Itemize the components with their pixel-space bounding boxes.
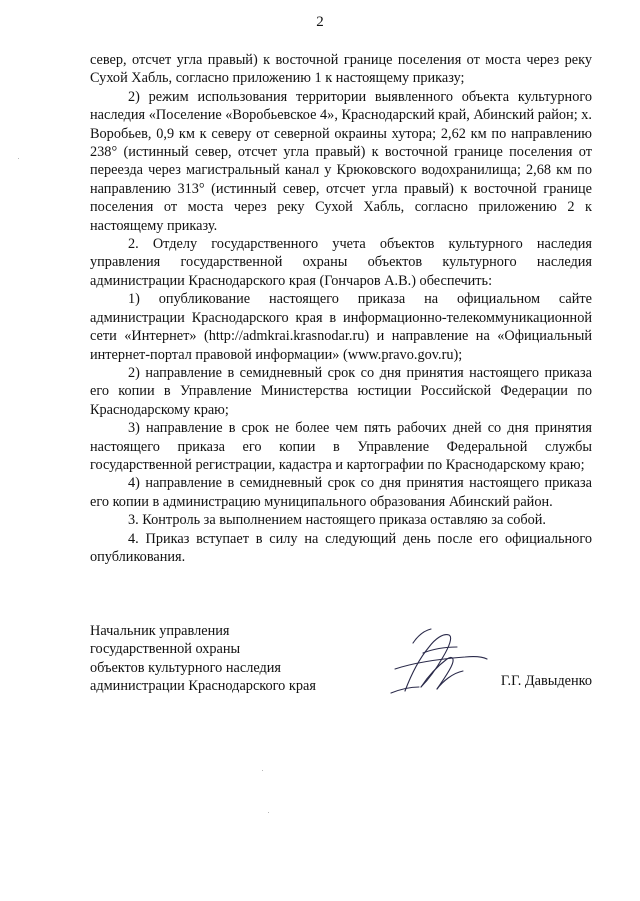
paragraph-subitem-3: 3) направление в срок не более чем пять рабочих дней со дня принятия настоящего приказа его копии в Управление Федеральной службы государственной регистрации, кадастра и картографии по Краснодарскому краю; bbox=[90, 420, 592, 473]
scan-artifact bbox=[262, 770, 263, 771]
signatory-title-line: администрации Краснодарского края bbox=[90, 678, 316, 695]
page-number: 2 bbox=[316, 14, 324, 30]
scan-artifact bbox=[18, 158, 19, 159]
paragraph-item-2: 2) режим использования территории выявленного объекта культурного наследия «Поселение «Воробьевское 4», Краснодарский край, Абинский район; х. Воробьев, 0,9 км к северу от северной окраины хутора; 2,62 км по направлению 238° (истинный север, отсчет угла правый) к восточной границе поселения от переезда через магистральный канал у Крюковского водохранилища; 2,68 км по направлению 313° (истинный север, отсчет угла правый) к восточной границе поселения от моста через реку Сухой Хабль, согласно приложению 2 к настоящему приказу. bbox=[90, 88, 592, 234]
scan-artifact bbox=[268, 812, 269, 813]
signatory-title-line: государственной охраны bbox=[90, 641, 241, 658]
signer-name: Г.Г. Давыденко bbox=[500, 673, 592, 689]
paragraph-section-4: 4. Приказ вступает в силу на следующий день после его официального опубликования. bbox=[90, 530, 592, 565]
handwritten-signature bbox=[383, 623, 493, 703]
paragraph-subitem-1: 1) опубликование настоящего приказа на официальном сайте администрации Краснодарского края в информационно-телекоммуникационной сети «Интернет» (http://admkrai.krasnodar.ru) и направление на «Официальный интернет-портал правовой информации» (www.pravo.gov.ru); bbox=[90, 291, 592, 363]
signatory-title-line: объектов культурного наследия bbox=[90, 659, 281, 676]
document-body bbox=[90, 51, 592, 566]
paragraph-section-3: 3. Контроль за выполнением настоящего приказа оставляю за собой. bbox=[128, 512, 547, 529]
paragraph-subitem-2: 2) направление в семидневный срок со дня принятия настоящего приказа его копии в Управление Министерства юстиции Российской Федерации по Краснодарскому краю; bbox=[90, 364, 592, 418]
paragraph-subitem-4: 4) направление в семидневный срок со дня принятия настоящего приказа его копии в администрацию муниципального образования Абинский район. bbox=[90, 475, 592, 510]
paragraph-continuation: север, отсчет угла правый) к восточной границе поселения от моста через реку Сухой Хабль, согласно приложению 1 к настоящему приказу; bbox=[90, 52, 592, 87]
paragraph-section-2: 2. Отделу государственного учета объектов культурного наследия управления государственной охраны объектов культурного наследия администрации Краснодарского края (Гончаров А.В.) обеспечить: bbox=[90, 236, 592, 289]
signatory-title-line: Начальник управления bbox=[90, 623, 230, 639]
